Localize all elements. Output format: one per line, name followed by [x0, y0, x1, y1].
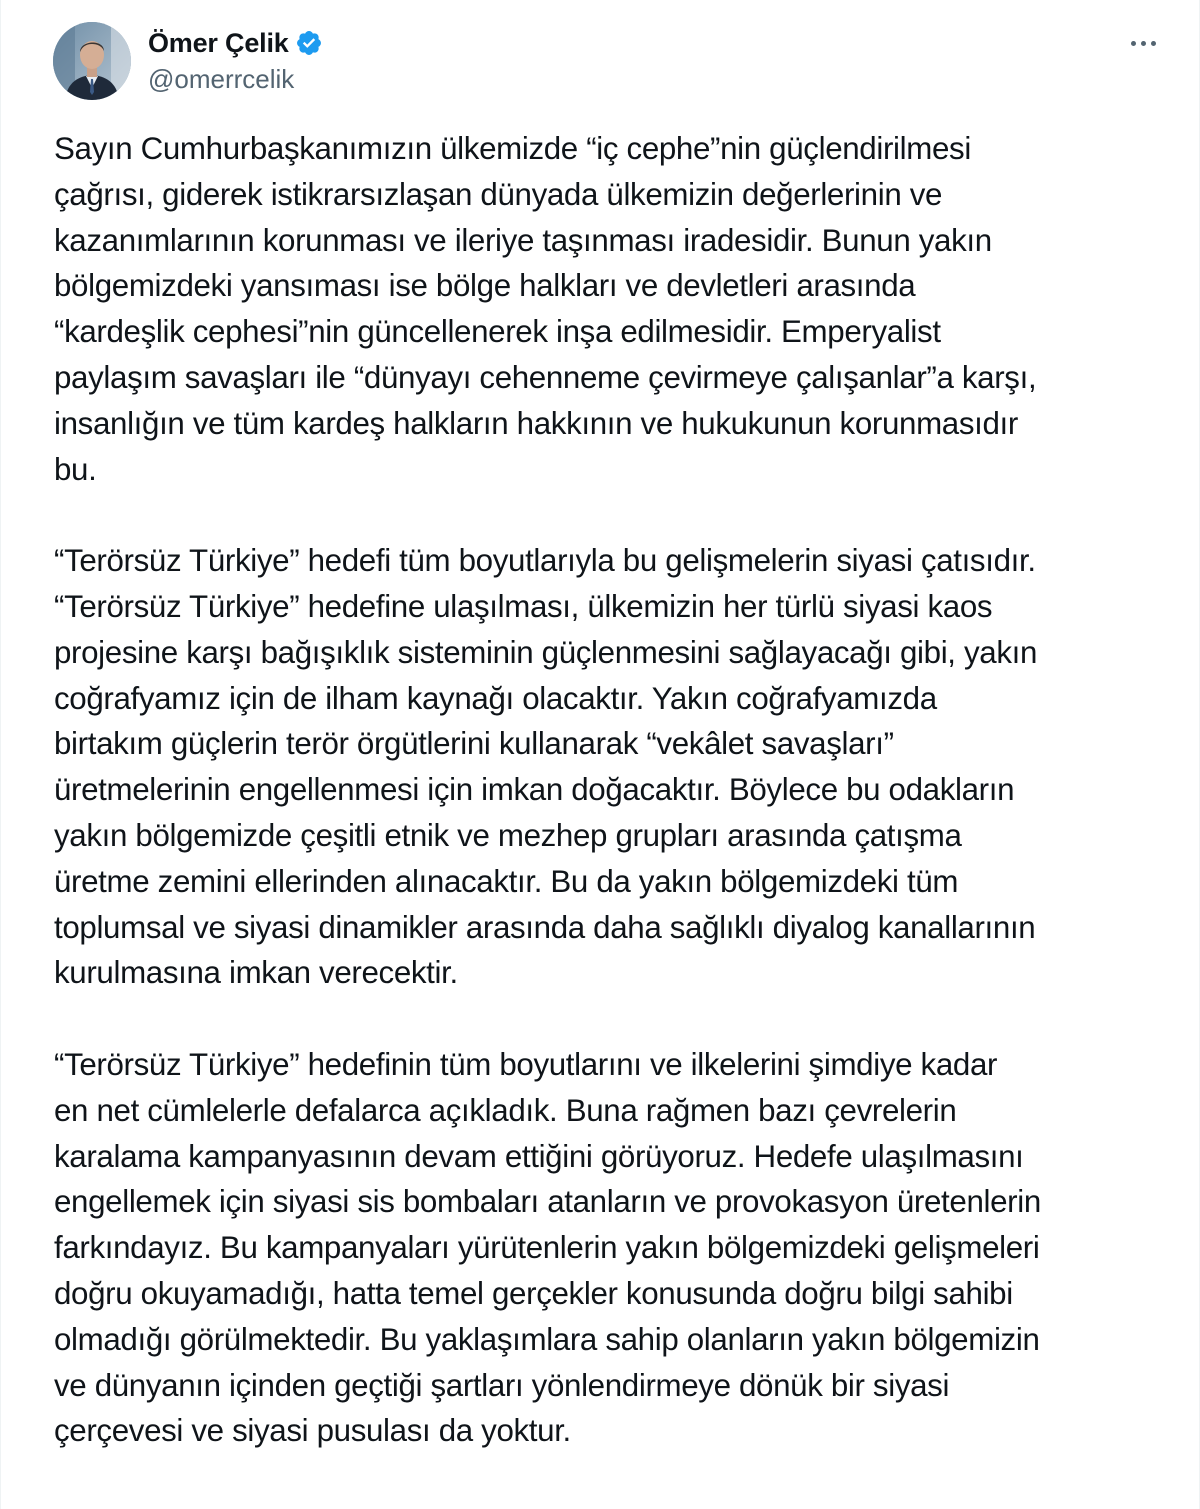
author-identity — [148, 25, 323, 95]
tweet-header — [53, 22, 1163, 102]
more-dot-icon — [1151, 41, 1156, 46]
more-dot-icon — [1141, 41, 1146, 46]
verified-badge-icon — [295, 29, 323, 57]
more-dot-icon — [1131, 41, 1136, 46]
author-handle[interactable]: @omerrcelik — [148, 64, 295, 94]
tweet-paragraph: “Terörsüz Türkiye” hedefinin tüm boyutlarını ve ilkelerini şimdiye kadar en net cümlelerle defalarca açıkladık. Buna rağmen bazı çevrelerin karalama kampanyasının devam ettiğini görüyoruz. Hedefe ulaşılmasını engellemek için siyasi sis bombaları atanların ve provokasyon üretenlerin farkındayız. Bu kampanyaları yürütenlerin yakın bölgemizdeki gelişmeleri doğru okuyamadığı, hatta temel gerçekler konusunda doğru bilgi sahibi olmadığı görülmektedir. Bu yaklaşımlara sahip olanların yakın bölgemizin ve dünyanın içinden geçtiği şartları yönlendirmeye dönük bir siyasi çerçevesi ve siyasi pusulası da yoktur. — [54, 1046, 1041, 1449]
more-options-button[interactable] — [1123, 28, 1163, 58]
tweet-paragraph: “Terörsüz Türkiye” hedefi tüm boyutlarıyla bu gelişmelerin siyasi çatısıdır. “Terörsüz Türkiye” hedefine ulaşılması, ülkemizin her türlü siyasi kaos projesine karşı bağışıklık sisteminin güçlenmesini sağlayacağı gibi, yakın coğrafyamız için de ilham kaynağı olacaktır. Yakın coğrafyamızda birtakım güçlerin terör örgütlerini kullanarak “vekâlet savaşları” üretmelerinin engellenmesi için imkan doğacaktır. Böylece bu odakların yakın bölgemizde çeşitli etnik ve mezhep grupları arasında çatışma üretme zemini ellerinden alınacaktır. Bu da yakın bölgemizdeki tüm toplumsal ve siyasi dinamikler arasında daha sağlıklı diyalog kanallarının kurulmasına imkan verecektir. — [54, 543, 1038, 991]
display-name[interactable]: Ömer Çelik — [148, 27, 289, 58]
avatar[interactable] — [53, 22, 131, 100]
name-row — [148, 25, 323, 61]
tweet-text — [54, 126, 1164, 1454]
profile-photo-icon — [53, 22, 131, 100]
tweet-paragraph: Sayın Cumhurbaşkanımızın ülkemizde “iç cephe”nin güçlendirilmesi çağrısı, giderek istikrarsızlaşan dünyada ülkemizin değerlerinin ve kazanımlarının korunması ve ileriye taşınması iradesidir. Bunun yakın bölgemizdeki yansıması ise bölge halkları ve devletleri arasında “kardeşlik cephesi”nin güncellenerek inşa edilmesidir. Emperyalist paylaşım savaşları ile “dünyayı cehenneme çevirmeye çalışanlar”a karşı, insanlığın ve tüm kardeş halkların hakkının ve hukukunun korunmasıdır bu. — [54, 131, 1037, 487]
